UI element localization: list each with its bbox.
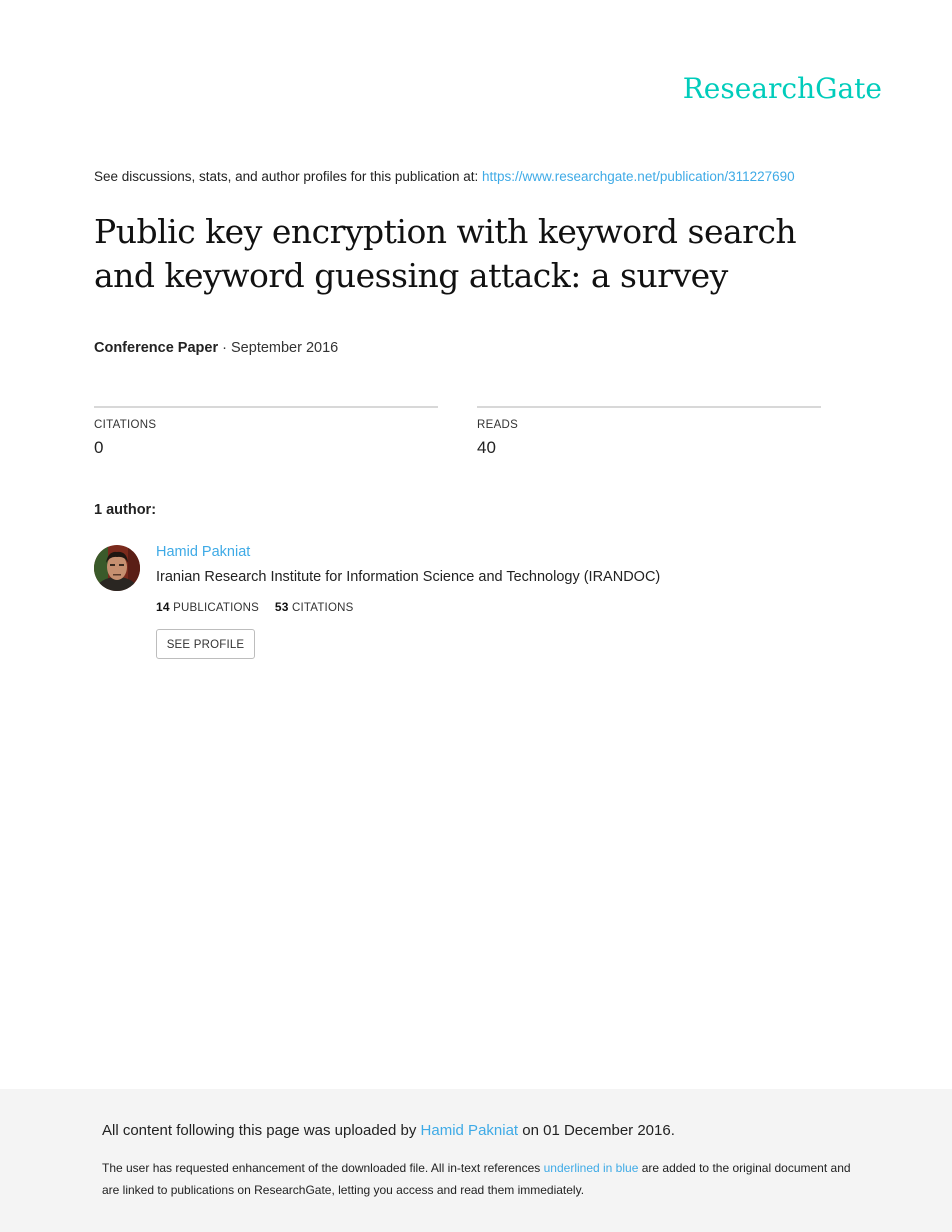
upload-info — [102, 1122, 675, 1139]
author-citations-count: 53 — [274, 600, 289, 614]
author-stats — [156, 600, 353, 614]
publication-url-link[interactable]: https://www.researchgate.net/publication/311227690 — [481, 169, 795, 184]
see-profile-button[interactable]: SEE PROFILE — [156, 629, 255, 659]
footer-panel — [0, 1089, 952, 1232]
footer-note-prefix: The user has requested enhancement of the downloaded file. All in-text references — [102, 1161, 541, 1175]
uploader-link[interactable]: Hamid Pakniat — [420, 1122, 519, 1139]
author-institution: Iranian Research Institute for Information Science and Technology (IRANDOC) — [156, 569, 661, 585]
upload-suffix: on 01 December 2016. — [522, 1122, 675, 1139]
publication-title: Public key encryption with keyword search and keyword guessing attack: a survey — [94, 212, 797, 295]
author-photo-icon — [94, 545, 140, 591]
author-name-link[interactable]: Hamid Pakniat — [156, 544, 251, 560]
reads-stat — [477, 406, 821, 458]
authors-heading: 1 author: — [94, 502, 157, 518]
author-publications-count: 14 — [156, 600, 170, 614]
see-discussions-text: See discussions, stats, and author profiles for this publication at: — [94, 169, 479, 184]
citations-stat — [94, 406, 438, 458]
see-discussions-line — [94, 169, 795, 184]
publication-type: Conference Paper — [94, 340, 219, 356]
citations-value: 0 — [94, 438, 104, 457]
publication-separator: · — [222, 340, 227, 356]
publication-type-line — [94, 340, 338, 356]
author-citations-label: CITATIONS — [292, 602, 354, 614]
author-avatar[interactable] — [94, 545, 140, 591]
citations-label: CITATIONS — [94, 419, 157, 431]
footer-note — [102, 1157, 862, 1201]
reads-label: READS — [477, 419, 519, 431]
author-publications-label: PUBLICATIONS — [173, 602, 260, 614]
researchgate-logo[interactable]: ResearchGate — [682, 72, 882, 105]
footer-note-suffix: are added to the original document and are linked to publications on ResearchGate, letting you access and read them immediately. — [102, 1161, 851, 1197]
publication-date: September 2016 — [231, 340, 339, 356]
footer-note-link[interactable]: underlined in blue — [543, 1161, 639, 1175]
reads-value: 40 — [477, 438, 496, 457]
upload-prefix: All content following this page was uploaded by — [102, 1122, 417, 1139]
